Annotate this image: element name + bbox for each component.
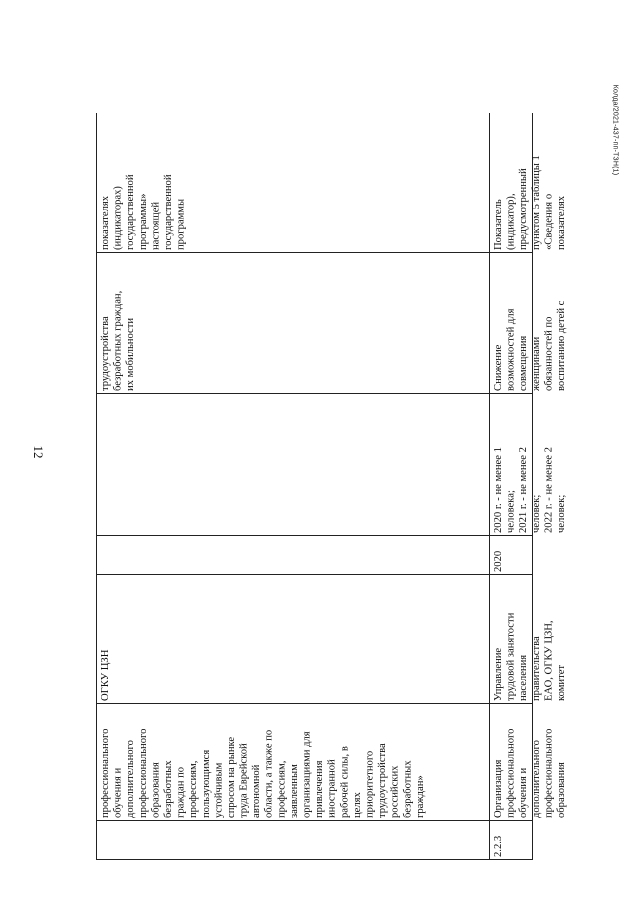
document-table: [96, 113, 567, 860]
r223-result: Снижение возможностей для совмещения женщинами обязанностей по воспитанию детей с: [493, 300, 567, 391]
page-number: 12: [31, 445, 46, 459]
prev-executor-cell: ОГКУ ЦЗН: [100, 649, 111, 701]
upper-table: [96, 60, 533, 115]
prev-result-cell: трудоустройства безработных граждан, их мобильности: [100, 290, 137, 391]
r223-indicator: Показатель (индикатор), предусмотренный пунктом 5 таблицы 1 «Сведения о показателях: [493, 155, 567, 250]
r223-targets: 2020 г. - не менее 1 человека; 2021 г. - не менее 2 человек; 2022 г. - не менее 2 человек;: [493, 447, 567, 533]
prev-name-cell: профессионального обучения и дополнительного профессионального образования безработных граждан по профессиям, пользующимся устойчивым спросом на рынке труда Еврейской автономной области, а также по профессиям, заявленным организациями для привлечения иностранной рабочей силы, в целях приоритетного трудоустройства российских безработных граждан»: [100, 728, 426, 818]
prev-indicator-cell: показателях (индикаторах) государственной программы» настоящей государственной программы: [100, 174, 187, 250]
r223-year: 2020: [493, 550, 504, 572]
document-code: Колда/2021-437-пп-ТЗН(1): [611, 84, 619, 176]
r223-executor: Управление трудовой занятости населения правительства ЕАО, ОГКУ ЦЗН, комитет: [493, 612, 567, 701]
r223-name: Организация профессионального обучения и дополнительного профессионального образования: [493, 728, 567, 818]
border-left: [96, 113, 97, 860]
border-bottom: [96, 859, 533, 860]
r223-number: 2.2.3: [493, 835, 504, 857]
row-separator: [489, 113, 490, 860]
